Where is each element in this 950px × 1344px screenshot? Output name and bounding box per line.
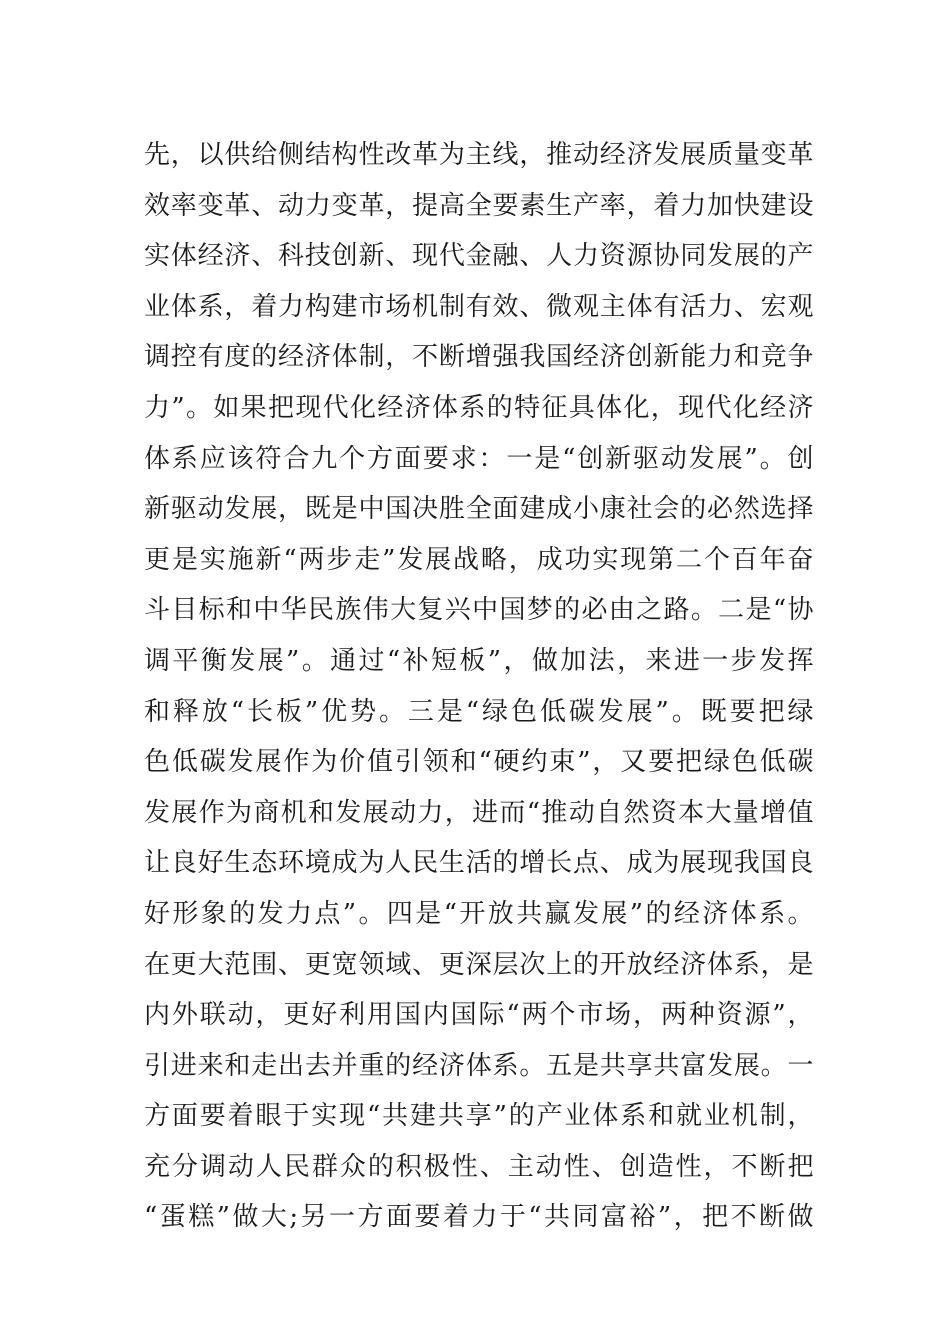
text-line: “蛋糕”做大;另一方面要着力于“共同富裕”，把不断做 xyxy=(144,1202,814,1233)
text-line: 和释放“长板”优势。三是“绿色低碳发展”。既要把绿 xyxy=(144,696,814,727)
text-line: 引进来和走出去并重的经济体系。五是共享共富发展。一 xyxy=(144,1050,814,1081)
text-line: 在更大范围、更宽领域、更深层次上的开放经济体系，是 xyxy=(144,949,814,980)
text-line: 好形象的发力点”。四是“开放共赢发展”的经济体系。 xyxy=(144,898,814,929)
body-text xyxy=(144,130,814,1243)
text-line: 先，以供给侧结构性改革为主线，推动经济发展质量变革 xyxy=(144,140,814,170)
text-line: 让良好生态环境成为人民生活的增长点、成为展现我国良 xyxy=(144,848,814,879)
text-line: 更是实施新“两步走”发展战略，成功实现第二个百年奋 xyxy=(144,544,814,575)
text-line: 斗目标和中华民族伟大复兴中国梦的必由之路。二是“协 xyxy=(144,595,814,626)
text-line: 充分调动人民群众的积极性、主动性、创造性，不断把 xyxy=(144,1151,814,1182)
text-line: 调控有度的经济体制，不断增强我国经济创新能力和竞争 xyxy=(144,342,814,373)
text-line: 发展作为商机和发展动力，进而“推动自然资本大量增值 xyxy=(144,797,814,828)
text-line: 方面要着眼于实现“共建共享”的产业体系和就业机制， xyxy=(144,1101,814,1132)
text-line: 调平衡发展”。通过“补短板”，做加法，来进一步发挥 xyxy=(144,645,814,676)
text-line: 力”。如果把现代化经济体系的特征具体化，现代化经济 xyxy=(144,392,814,423)
text-line: 色低碳发展作为价值引领和“硬约束”，又要把绿色低碳 xyxy=(144,747,814,778)
text-line: 内外联动，更好利用国内国际“两个市场，两种资源”， xyxy=(144,1000,814,1031)
text-line: 新驱动发展，既是中国决胜全面建成小康社会的必然选择 xyxy=(144,494,814,525)
text-line: 实体经济、科技创新、现代金融、人力资源协同发展的产 xyxy=(144,241,814,272)
text-line: 体系应该符合九个方面要求：一是“创新驱动发展”。创 xyxy=(144,443,814,474)
text-line: 效率变革、动力变革，提高全要素生产率，着力加快建设 xyxy=(144,190,814,221)
text-line: 业体系，着力构建市场机制有效、微观主体有活力、宏观 xyxy=(144,291,814,322)
